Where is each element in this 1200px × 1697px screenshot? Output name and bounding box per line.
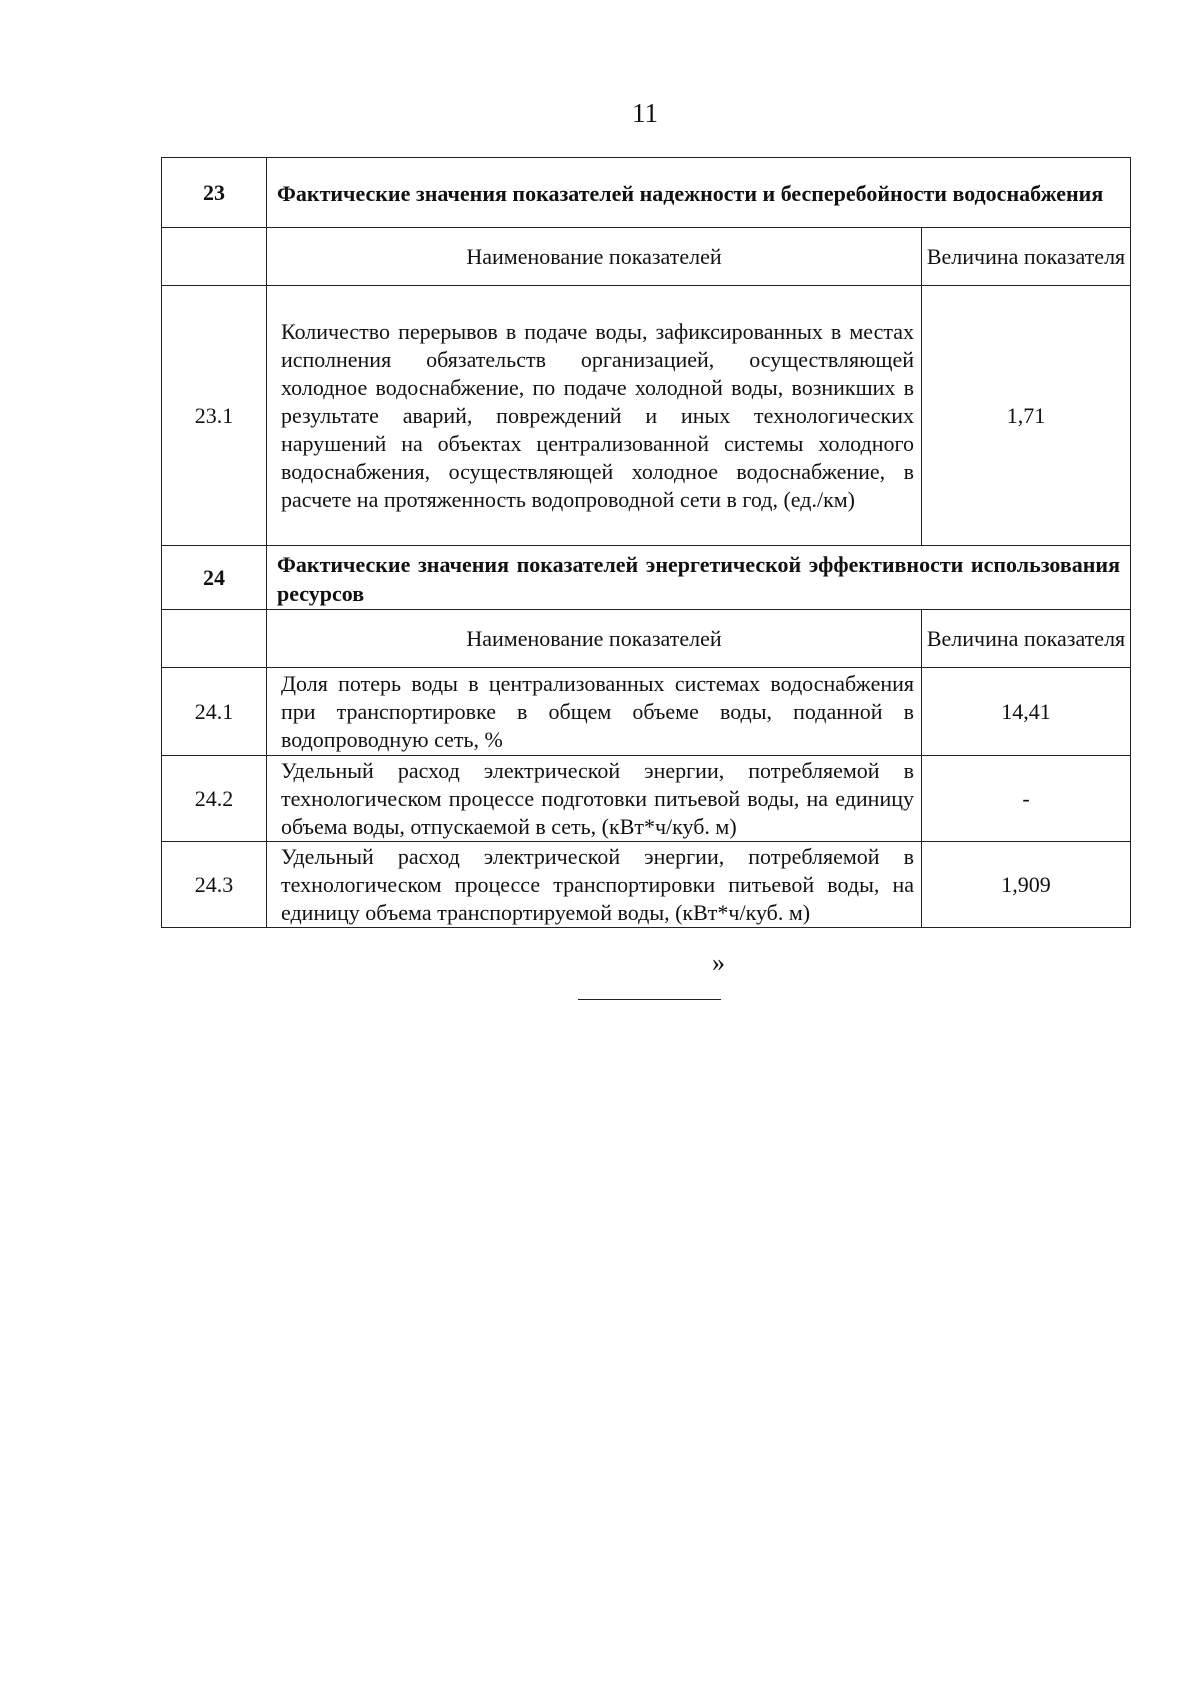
closing-quote-mark: » [712,948,725,977]
row-description: Удельный расход электрической энергии, потребляемой в технологическом процессе подготовки питьевой воды, на единицу объема воды, отпускаемой в сеть, (кВт*ч/куб. м) [267,756,922,842]
section-number: 24 [162,546,267,610]
section-title: Фактические значения показателей энергетической эффективности использования ресурсов [267,546,1131,610]
row-description: Удельный расход электрической энергии, потребляемой в технологическом процессе транспортировки питьевой воды, на единицу объема транспортируемой воды, (кВт*ч/куб. м) [267,842,922,928]
row-number: 24.2 [162,756,267,842]
empty-number-cell [162,610,267,668]
row-description: Количество перерывов в подаче воды, зафиксированных в местах исполнения обязательств организацией, осуществляющей холодное водоснабжение, по подаче холодной воды, возникших в результате аварий, повреждений и иных технологических нарушений на объектах централизованной системы холодного водоснабжения, осуществляющей холодное водоснабжение, в расчете на протяженность водопроводной сети в год, (ед./км) [267,286,922,546]
row-number: 24.3 [162,842,267,928]
row-value: 14,41 [922,668,1131,756]
section-row-23 [162,158,1131,228]
page-number: 11 [632,98,658,128]
table-row [162,286,1131,546]
column-header-value: Величина показателя [922,228,1131,286]
section-number: 23 [162,158,267,228]
column-header-name: Наименование показателей [267,610,922,668]
section-row-24 [162,546,1131,610]
column-header-row [162,228,1131,286]
end-divider [578,999,721,1000]
table-row [162,668,1131,756]
empty-number-cell [162,228,267,286]
row-description: Доля потерь воды в централизованных системах водоснабжения при транспортировке в общем объеме воды, поданной в водопроводную сеть, % [267,668,922,756]
column-header-value: Величина показателя [922,610,1131,668]
row-value: 1,71 [922,286,1131,546]
row-number: 23.1 [162,286,267,546]
column-header-name: Наименование показателей [267,228,922,286]
row-value: - [922,756,1131,842]
row-number: 24.1 [162,668,267,756]
table-row [162,842,1131,928]
column-header-row [162,610,1131,668]
table-row [162,756,1131,842]
section-title: Фактические значения показателей надежности и бесперебойности водоснабжения [267,158,1131,228]
indicators-table [161,157,1131,928]
row-value: 1,909 [922,842,1131,928]
